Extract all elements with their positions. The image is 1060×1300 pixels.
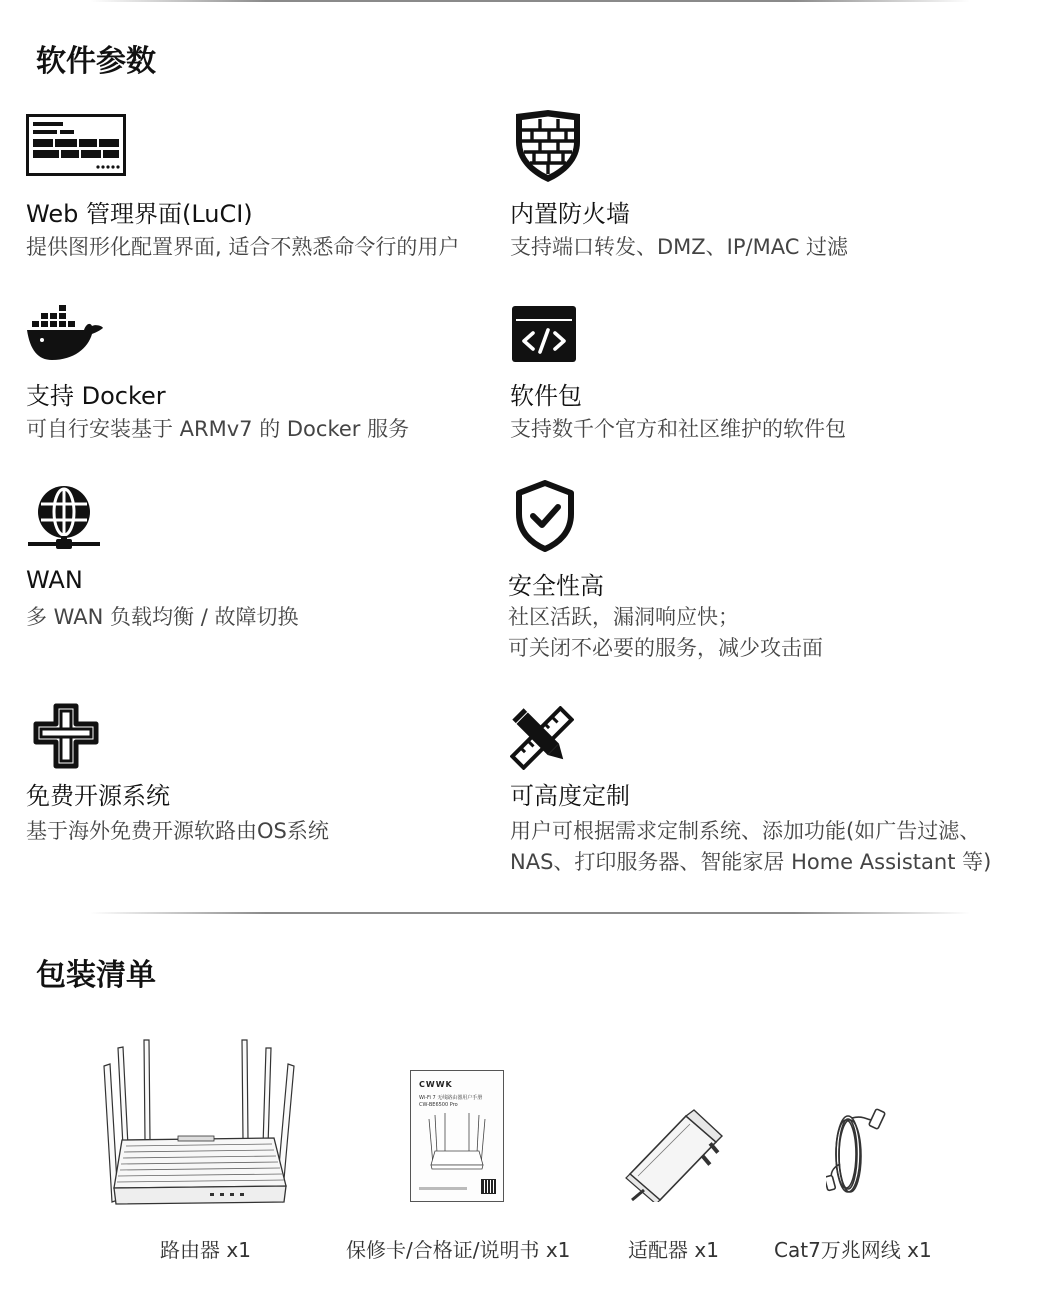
feature-title: 免费开源系统 — [26, 782, 170, 810]
feature-desc-line2: NAS、打印服务器、智能家居 Home Assistant 等) — [510, 850, 992, 874]
firewall-icon — [512, 108, 584, 188]
feature-title: WAN — [26, 566, 83, 594]
docker-icon — [26, 304, 106, 366]
adapter-icon — [624, 1102, 724, 1206]
package-item-adapter — [620, 1102, 730, 1276]
feature-title: Web 管理界面(LuCI) — [26, 200, 253, 228]
feature-desc: 支持端口转发、DMZ、IP/MAC 过滤 — [510, 235, 849, 259]
feature-desc: 提供图形化配置界面, 适合不熟悉命令行的用户 — [26, 235, 460, 259]
package-label: 路由器 x1 — [160, 1238, 251, 1262]
feature-title: 可高度定制 — [510, 782, 630, 810]
feature-desc: 社区活跃，漏洞响应快； — [508, 605, 739, 629]
feature-firewall — [510, 108, 990, 264]
feature-docker — [26, 304, 506, 446]
globe-network-icon — [28, 484, 100, 556]
feature-desc: 多 WAN 负载均衡 / 故障切换 — [26, 605, 299, 629]
middle-divider — [90, 912, 970, 914]
software-section-title: 软件参数 — [36, 44, 156, 79]
top-divider — [90, 0, 970, 2]
manual-icon — [410, 1070, 504, 1202]
feature-web-management — [26, 114, 506, 264]
code-icon — [512, 306, 576, 366]
open-source-icon — [32, 702, 100, 774]
feature-customizable — [510, 706, 990, 886]
feature-wan — [26, 484, 506, 634]
package-label: 适配器 x1 — [628, 1238, 719, 1262]
feature-desc: 支持数千个官方和社区维护的软件包 — [510, 417, 846, 441]
package-item-router — [90, 1036, 316, 1276]
manual-model: CW-BE6500 Pro — [419, 1102, 458, 1108]
feature-title: 内置防火墙 — [510, 200, 630, 228]
manual-footer-text — [419, 1187, 467, 1190]
feature-open-source — [26, 700, 506, 852]
feature-desc: 可自行安装基于 ARMv7 的 Docker 服务 — [26, 417, 410, 441]
web-panel-icon — [26, 114, 126, 180]
feature-desc: 用户可根据需求定制系统、添加功能(如广告过滤、 — [510, 819, 981, 843]
cable-icon — [826, 1104, 890, 1208]
feature-desc-line2: 可关闭不必要的服务，减少攻击面 — [508, 636, 823, 660]
feature-title: 支持 Docker — [26, 382, 166, 410]
feature-packages — [510, 306, 990, 446]
package-section-title: 包装清单 — [36, 958, 156, 993]
pencil-ruler-icon — [510, 706, 574, 774]
package-label: Cat7万兆网线 x1 — [774, 1238, 932, 1262]
feature-security — [508, 480, 988, 666]
shield-check-icon — [514, 480, 576, 556]
feature-title: 软件包 — [510, 382, 582, 410]
package-label: 保修卡/合格证/说明书 x1 — [346, 1238, 571, 1262]
feature-desc: 基于海外免费开源软路由OS系统 — [26, 819, 329, 843]
package-item-manual — [344, 1066, 580, 1276]
feature-title: 安全性高 — [508, 572, 604, 600]
manual-title: Wi-Fi 7 无线路由器用户手册 — [419, 1095, 483, 1101]
qr-code-icon — [481, 1179, 496, 1194]
router-icon — [90, 1036, 316, 1216]
manual-brand: CWWK — [419, 1080, 453, 1089]
package-item-cable — [772, 1104, 934, 1276]
